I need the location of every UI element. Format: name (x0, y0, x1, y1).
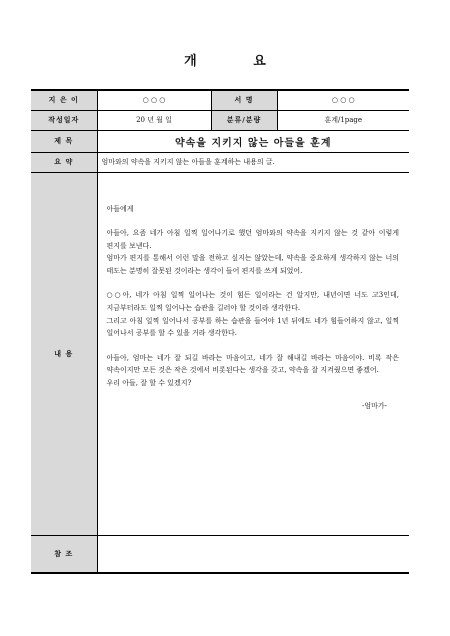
letter-paragraph: 우리 아들, 잘 할 수 있겠지? (106, 379, 192, 388)
date-value: 20 년 월 일 (97, 110, 211, 130)
date-row (31, 110, 409, 130)
summary-value: 엄마와의 약속을 지키지 않는 아들을 훈계하는 내용의 글. (97, 152, 409, 172)
summary-row (31, 152, 409, 172)
content-label: 내 용 (31, 172, 97, 535)
summary-label: 요 약 (31, 152, 97, 172)
overview-form-table (31, 89, 409, 574)
letter-paragraph: 그리고 아침 일찍 일어나서 공부를 하는 습관을 들여야 1년 뒤에도 네가 힘들어하지 않고, 일찍 일어나서 공부를 할 수 있을 거라 생각한다. (106, 316, 399, 338)
category-value: 훈계/1page (277, 110, 409, 130)
author-row (31, 90, 409, 110)
letter (107, 203, 400, 413)
letter-signature: -엄마가- (361, 401, 387, 410)
reference-row (31, 535, 409, 573)
author-value: ○ ○ ○ (97, 90, 211, 110)
letter-body (97, 172, 409, 535)
signer-label: 서 명 (211, 90, 277, 110)
page-title: 개 요 (184, 54, 292, 69)
content-row (31, 172, 409, 535)
author-label: 지 은 이 (31, 90, 97, 110)
letter-paragraph: 아들아, 요즘 네가 아침 일찍 일어나기로 했던 엄마와의 약속을 지키지 않는 것 같아 이렇게 편지를 보낸다. (106, 229, 399, 250)
letter-paragraph: ○○아, 네가 아침 일찍 일어나는 것이 힘든 일이라는 건 알지만, 내년이면 너도 고3인데, 지금부터라도 일찍 일어나는 습관을 길러야 할 것이라 생각한다. (106, 291, 399, 313)
letter-greeting: 아들에게 (106, 204, 134, 213)
title-row (31, 130, 409, 152)
category-label: 분류/분량 (211, 110, 277, 130)
document-title: 약속을 지키지 않는 아들을 훈계 (97, 130, 409, 152)
title-label: 제 목 (31, 130, 97, 152)
date-label: 작성일자 (31, 110, 97, 130)
signer-value: ○ ○ ○ (277, 90, 409, 110)
reference-label: 참 조 (31, 535, 97, 573)
reference-value (97, 535, 409, 573)
letter-paragraph: 아들아, 엄마는 네가 잘 되길 바라는 마음이고, 네가 잘 해내길 바라는 마음이야. 비록 작은 약속이지만 모든 것은 작은 것에서 비롯된다는 생각을 갖고, 약속을 잘 지켜줬으면 좋겠어. (106, 353, 399, 375)
letter-paragraph: 엄마가 편지를 통해서 이런 말을 전하고 싶지는 않았는데, 약속을 중요하게 생각하지 않는 너의 태도는 분명히 잘못된 것이라는 생각이 들어 편지를 쓰게 되었어. (106, 254, 399, 275)
